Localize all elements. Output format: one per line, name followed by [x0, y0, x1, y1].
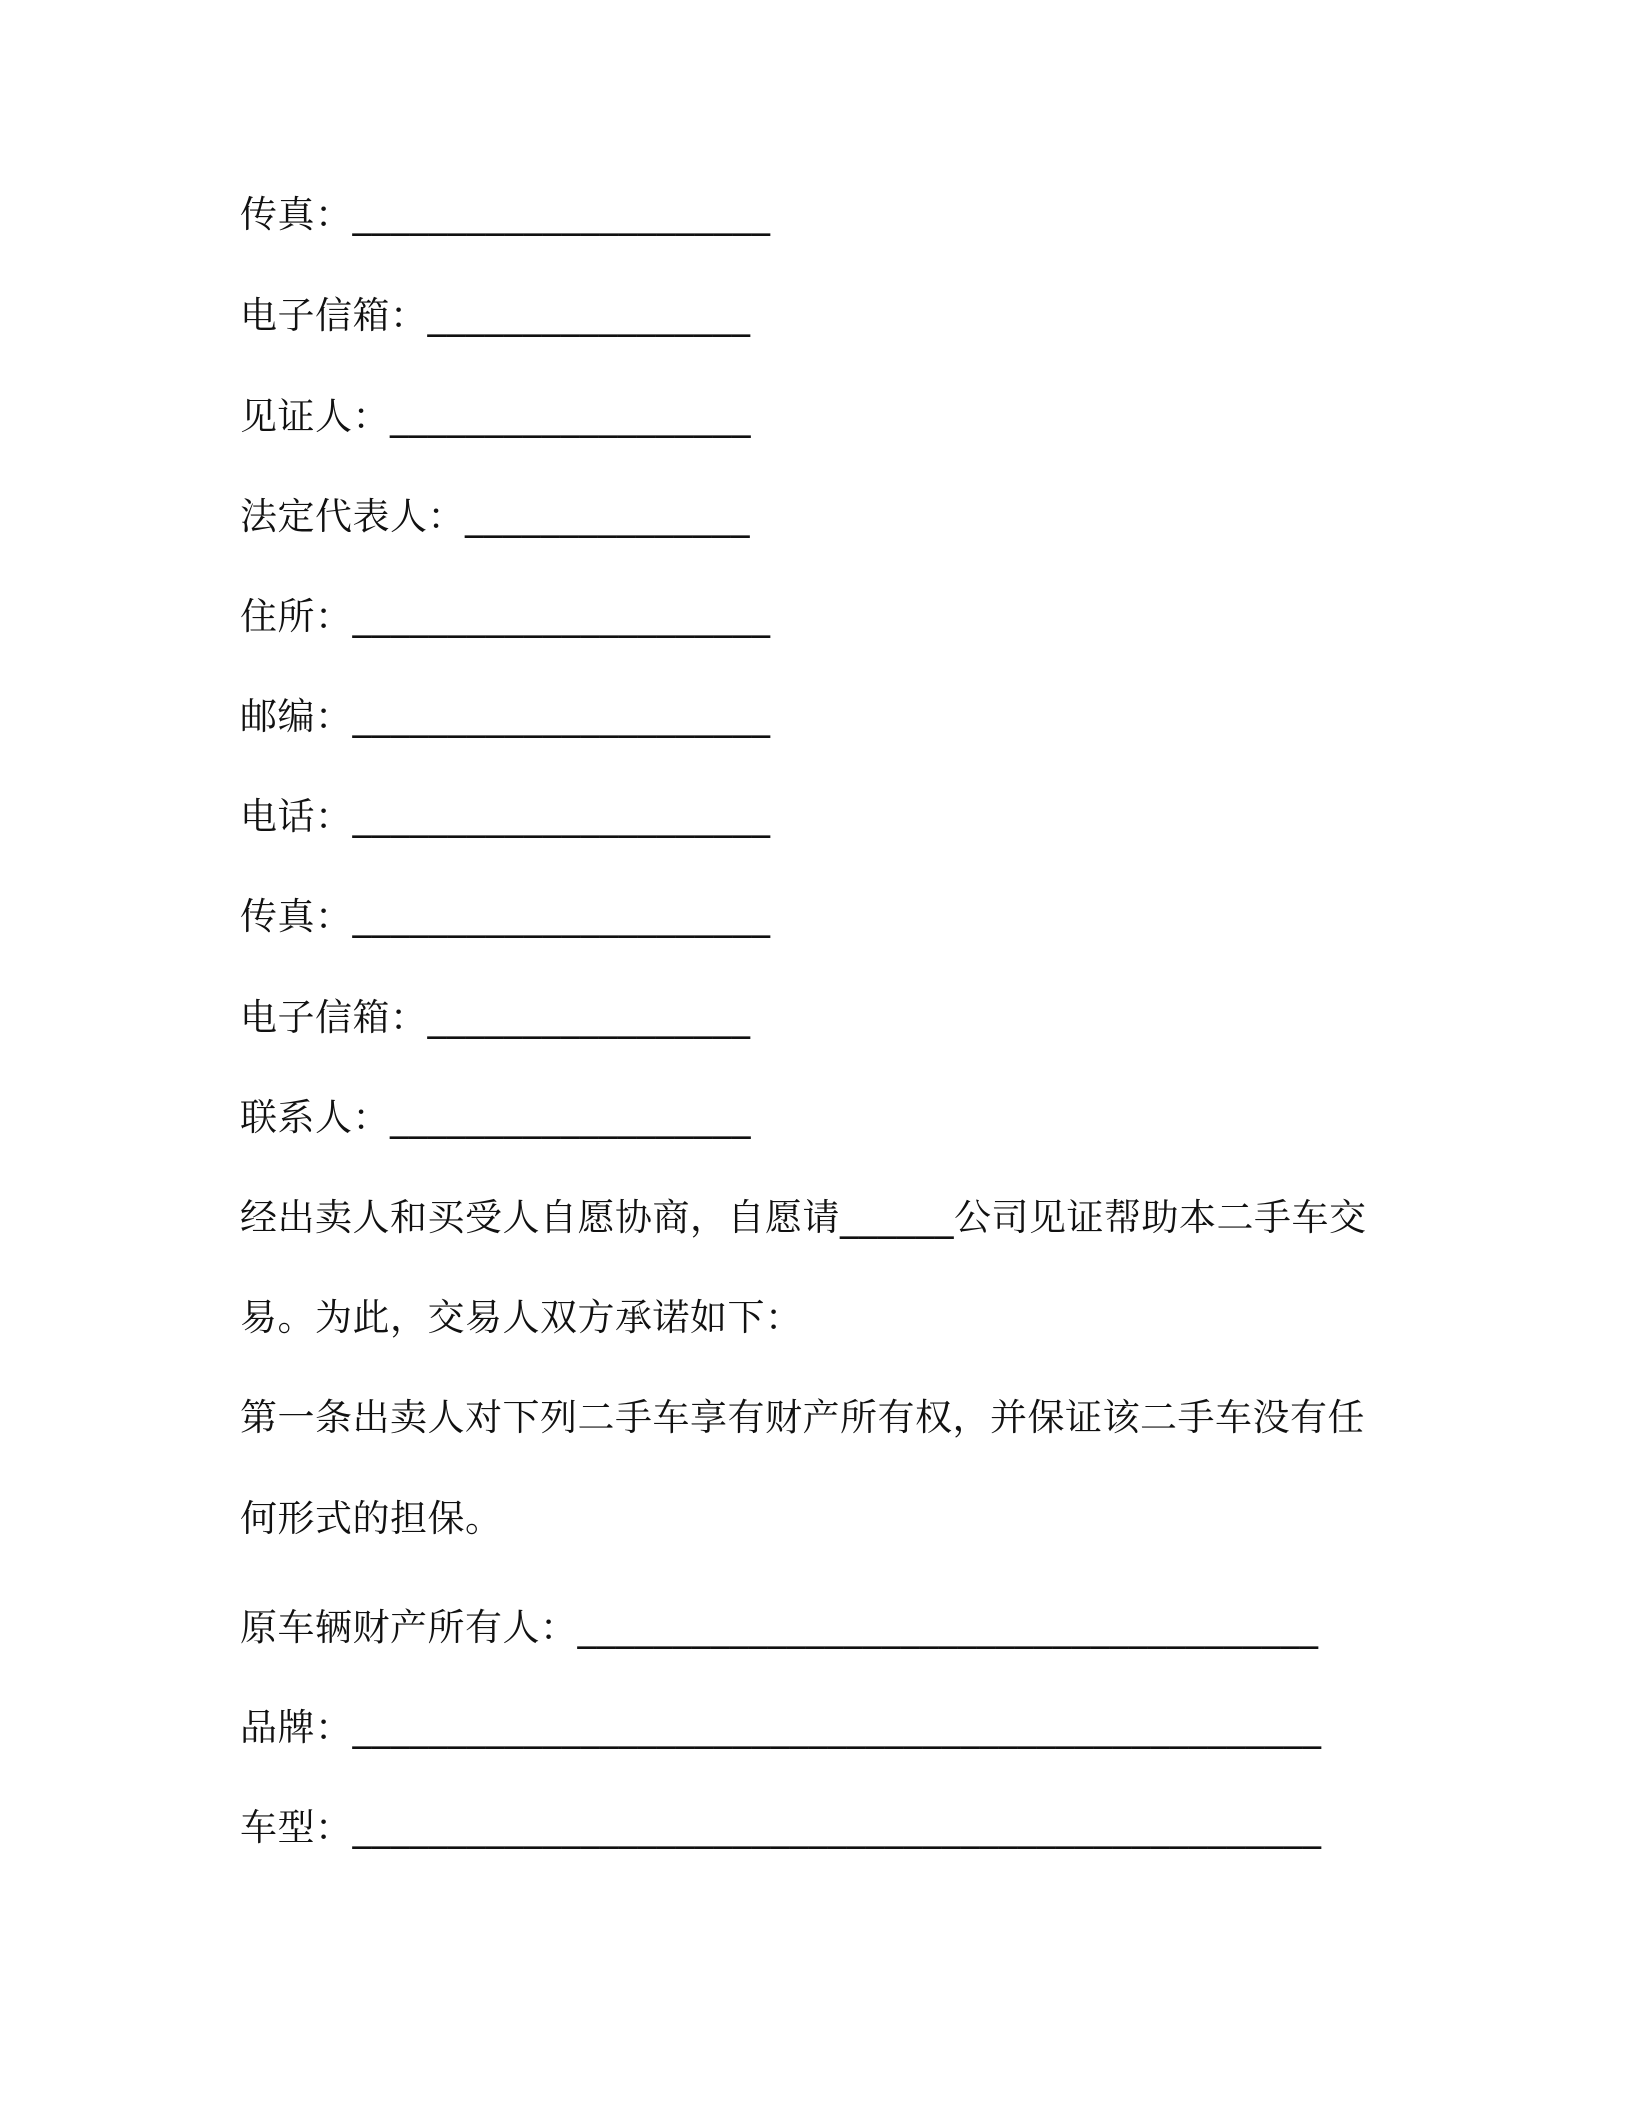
postal-code-field: 邮编：______________________ [240, 695, 771, 738]
witness-field: 见证人：___________________ [240, 395, 751, 438]
model-field: 车型：___________________________________________________ [240, 1806, 1322, 1849]
legal-representative-field: 法定代表人：_______________ [240, 495, 750, 538]
fax-field-1: 传真：______________________ [240, 193, 771, 236]
article-one-line-2: 何形式的担保。 [240, 1497, 503, 1540]
phone-field: 电话：______________________ [240, 795, 771, 838]
article-one-line-1: 第一条出卖人对下列二手车享有财产所有权，并保证该二手车没有任 [240, 1396, 1365, 1439]
agreement-paragraph-line-1: 经出卖人和买受人自愿协商，自愿请______公司见证帮助本二手车交 [240, 1196, 1367, 1239]
email-field-1: 电子信箱：_________________ [240, 294, 751, 337]
address-field: 住所：______________________ [240, 595, 771, 638]
brand-field: 品牌：___________________________________________________ [240, 1706, 1322, 1749]
contact-person-field: 联系人：___________________ [240, 1096, 751, 1139]
agreement-paragraph-line-2: 易。为此，交易人双方承诺如下： [240, 1296, 803, 1339]
email-field-2: 电子信箱：_________________ [240, 996, 751, 1039]
fax-field-2: 传真：______________________ [240, 895, 771, 938]
original-owner-field: 原车辆财产所有人：_______________________________________ [240, 1606, 1319, 1649]
